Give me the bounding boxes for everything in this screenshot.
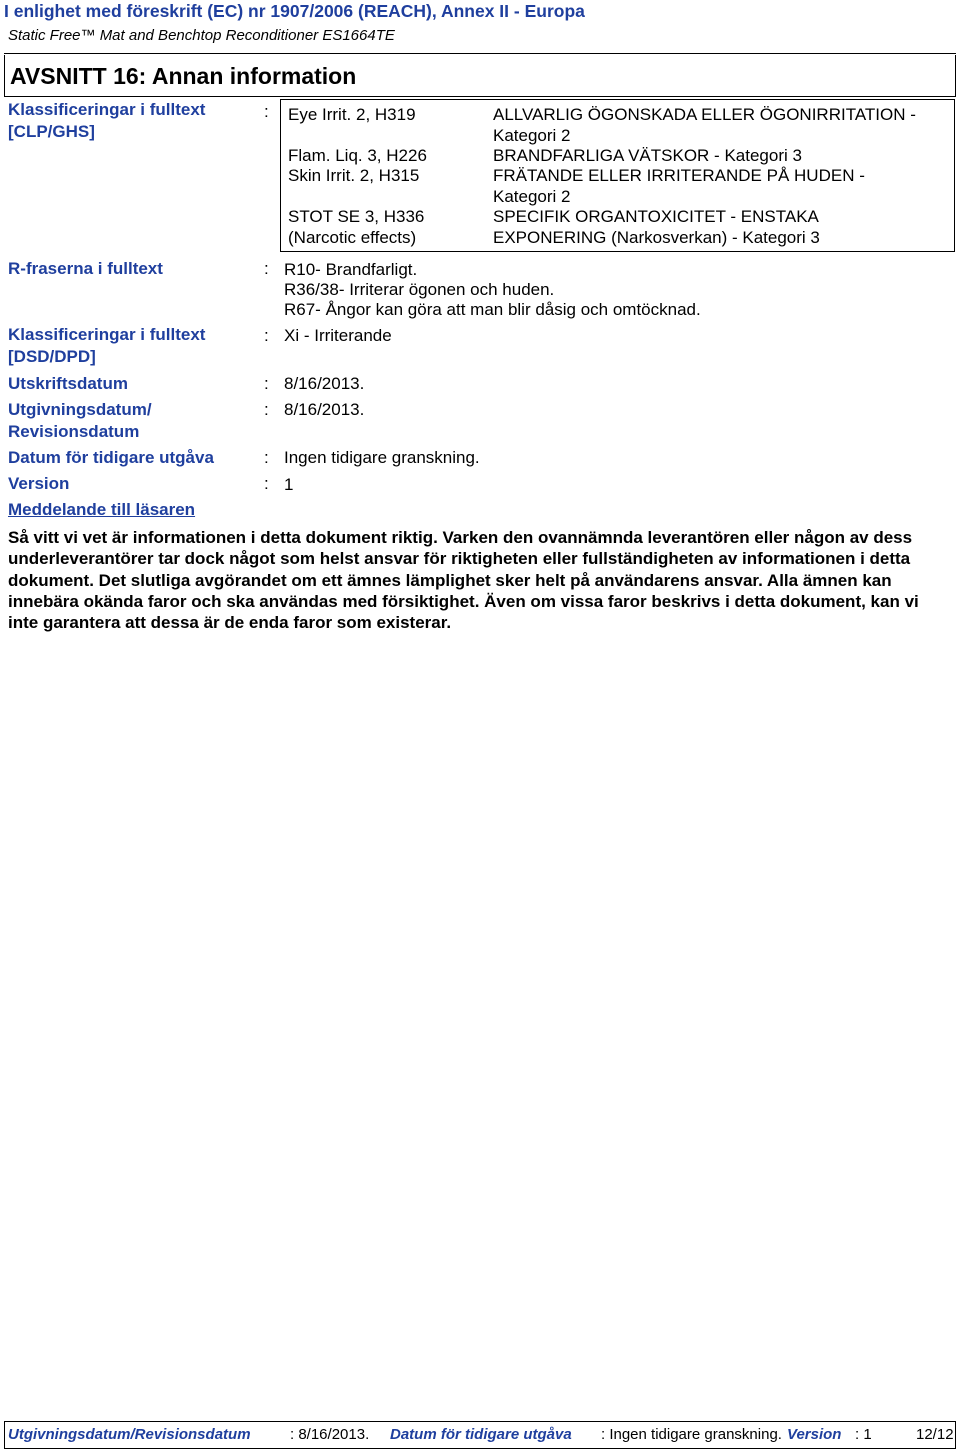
clp-code-stot-se-note: (Narcotic effects) <box>288 228 417 247</box>
footer-page-number: 12/12 <box>916 1426 954 1443</box>
clp-code-skin-irrit: Skin Irrit. 2, H315 <box>288 166 420 185</box>
clp-code-eye-irrit: Eye Irrit. 2, H319 <box>288 105 416 124</box>
dsd-label-line1: Klassificeringar i fulltext <box>8 325 206 344</box>
footer-version-label: Version <box>787 1426 842 1443</box>
clp-desc-stot-se-line1: SPECIFIK ORGANTOXICITET - ENSTAKA <box>493 207 819 226</box>
footer-issue-label: Utgivningsdatum/Revisionsdatum <box>8 1426 251 1443</box>
previous-date-label: Datum för tidigare utgåva <box>8 448 214 467</box>
clp-code-stot-se: STOT SE 3, H336 <box>288 207 425 226</box>
section-title: AVSNITT 16: Annan information <box>10 63 357 89</box>
previous-date-colon: : <box>264 448 269 467</box>
clp-desc-stot-se-line2: EXPONERING (Narkosverkan) - Kategori 3 <box>493 228 820 247</box>
issue-date-label-line1: Utgivningsdatum/ <box>8 400 152 419</box>
document-regulation-title: I enlighet med föreskrift (EC) nr 1907/2006 (REACH), Annex II - Europa <box>4 1 585 21</box>
clp-desc-flam-liq: BRANDFARLIGA VÄTSKOR - Kategori 3 <box>493 146 802 165</box>
footer-version-value: : 1 <box>855 1426 872 1443</box>
clp-desc-eye-irrit-line1: ALLVARLIG ÖGONSKADA ELLER ÖGONIRRITATION - <box>493 105 916 124</box>
rphrases-label: R-fraserna i fulltext <box>8 259 163 278</box>
clp-label-line1: Klassificeringar i fulltext <box>8 100 206 119</box>
clp-desc-eye-irrit-line2: Kategori 2 <box>493 126 571 145</box>
footer-previous-label: Datum för tidigare utgåva <box>390 1426 572 1443</box>
dsd-value: Xi - Irriterande <box>284 326 392 345</box>
clp-label-line2: [CLP/GHS] <box>8 122 95 141</box>
notice-to-reader-link[interactable]: Meddelande till läsaren <box>8 500 196 519</box>
print-date-value: 8/16/2013. <box>284 374 365 393</box>
dsd-label-line2: [DSD/DPD] <box>8 347 96 366</box>
footer-previous-value: : Ingen tidigare granskning. <box>601 1426 782 1443</box>
dsd-colon: : <box>264 326 269 345</box>
footer-issue-value: : 8/16/2013. <box>290 1426 370 1443</box>
rphrases-colon: : <box>264 259 269 278</box>
previous-date-value: Ingen tidigare granskning. <box>284 448 480 467</box>
print-date-colon: : <box>264 374 269 393</box>
rphrase-r36-38: R36/38- Irriterar ögonen och huden. <box>284 280 555 299</box>
clp-desc-skin-irrit-line2: Kategori 2 <box>493 187 571 206</box>
rphrase-r10: R10- Brandfarligt. <box>284 260 418 279</box>
rphrase-r67: R67- Ångor kan göra att man blir dåsig och omtöcknad. <box>284 300 701 319</box>
print-date-label: Utskriftsdatum <box>8 374 128 393</box>
version-label: Version <box>8 474 70 493</box>
clp-desc-skin-irrit-line1: FRÄTANDE ELLER IRRITERANDE PÅ HUDEN - <box>493 166 865 185</box>
version-value: 1 <box>284 475 294 494</box>
disclaimer-text: Så vitt vi vet är informationen i detta dokument riktig. Varken den ovannämnda leverantören eller någon av dess underleverantörer tar dock något som helst ansvar för riktigheten eller fullständigheten av informationen i detta dokument. Det slutliga avgörandet om ett ämnes lämplighet sker helt på användarens ansvar. Alla ämnen kan innebära okända faror och ska användas med försiktighet. Även om vissa faror beskrivs i detta dokument, kan vi inte garantera att dessa är de enda faror som existerar. <box>8 528 919 633</box>
product-name: Static Free™ Mat and Benchtop Reconditioner ES1664TE <box>8 27 395 44</box>
header-divider <box>4 53 956 54</box>
clp-code-flam-liq: Flam. Liq. 3, H226 <box>288 146 427 165</box>
clp-colon: : <box>264 102 269 121</box>
version-colon: : <box>264 474 269 493</box>
issue-date-label-line2: Revisionsdatum <box>8 422 140 441</box>
issue-date-value: 8/16/2013. <box>284 400 365 419</box>
issue-date-colon: : <box>264 400 269 419</box>
